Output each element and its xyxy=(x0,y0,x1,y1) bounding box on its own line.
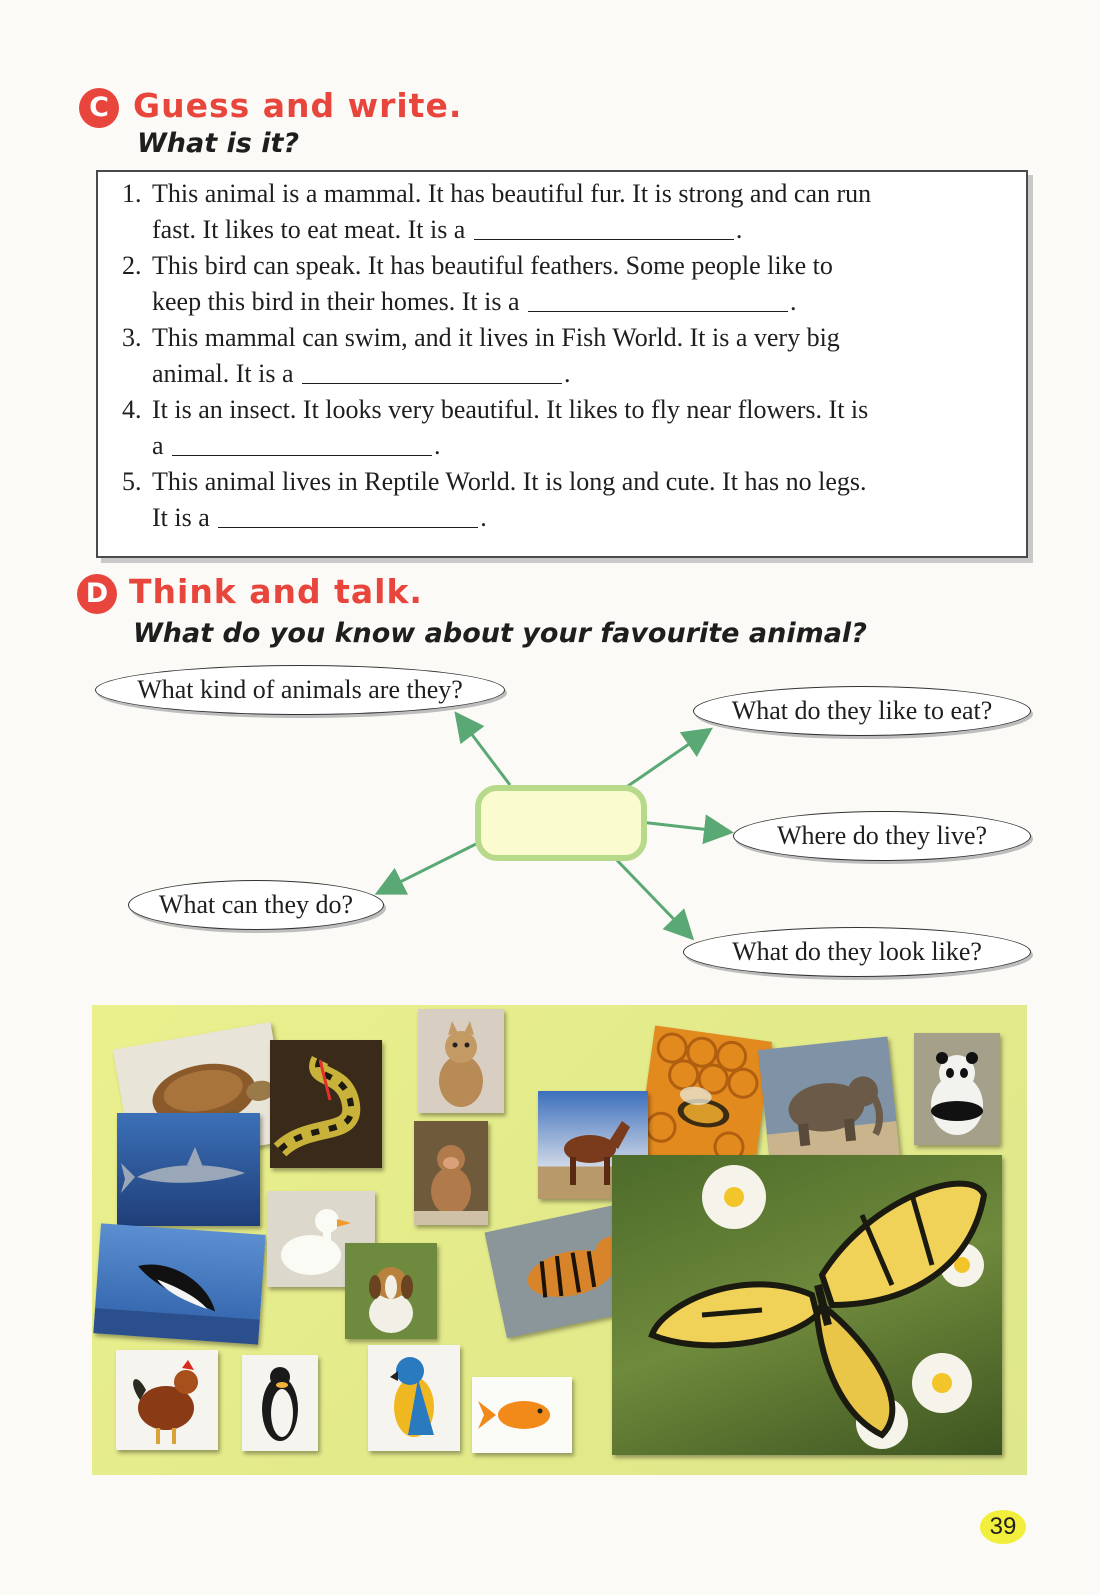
question-text: This mammal can swim, and it lives in Fish World. It is a very big xyxy=(152,323,840,352)
question-text-cont: It is a . xyxy=(152,503,487,532)
arrow-to-live xyxy=(640,822,728,832)
panda-photo xyxy=(914,1033,1000,1145)
question-number: 5. xyxy=(122,467,142,496)
question-number: 4. xyxy=(122,395,142,424)
arrow-to-can xyxy=(380,842,480,892)
answer-blank[interactable] xyxy=(218,503,478,528)
parrot-photo xyxy=(368,1345,460,1451)
dog-photo xyxy=(345,1243,437,1339)
rooster-photo xyxy=(116,1350,218,1450)
shark-photo xyxy=(117,1113,260,1226)
question-number: 1. xyxy=(122,179,142,208)
answer-blank[interactable] xyxy=(474,215,734,240)
question-number: 2. xyxy=(122,251,142,280)
section-d-subtitle: What do you know about your favourite animal? xyxy=(133,618,867,649)
butterfly-photo xyxy=(612,1155,1002,1455)
penguin-photo xyxy=(242,1355,318,1451)
bubble-abilities: What can they do? xyxy=(128,880,384,930)
section-d-title: Think and talk. xyxy=(129,572,423,611)
page-number: 39 xyxy=(980,1510,1026,1544)
favourite-animal-box[interactable] xyxy=(475,785,647,861)
section-c-subtitle: What is it? xyxy=(137,128,300,159)
answer-blank[interactable] xyxy=(172,431,432,456)
animal-photo-collage xyxy=(92,1005,1027,1475)
question-text-cont: animal. It is a . xyxy=(152,359,571,388)
section-d-badge: D xyxy=(77,574,117,614)
snake-photo xyxy=(270,1040,382,1168)
monkey-photo xyxy=(414,1121,488,1225)
elephant-photo xyxy=(758,1037,900,1170)
question-box xyxy=(96,170,1028,558)
question-text: This bird can speak. It has beautiful feathers. Some people like to xyxy=(152,251,833,280)
arrow-to-eat xyxy=(625,731,708,788)
question-number: 3. xyxy=(122,323,142,352)
goldfish-photo xyxy=(472,1377,572,1453)
arrow-to-look xyxy=(612,855,690,936)
question-text: This animal lives in Reptile World. It is long and cute. It has no legs. xyxy=(152,467,867,496)
section-c-title: Guess and write. xyxy=(133,86,463,125)
cat-photo xyxy=(418,1009,504,1113)
answer-blank[interactable] xyxy=(528,287,788,312)
killer-whale-photo xyxy=(93,1223,265,1344)
answer-blank[interactable] xyxy=(302,359,562,384)
bubble-animal-kind: What kind of animals are they? xyxy=(95,665,505,715)
bubble-favourite-food: What do they like to eat? xyxy=(693,686,1031,736)
question-text: This animal is a mammal. It has beautiful fur. It is strong and can run xyxy=(152,179,872,208)
question-text: It is an insect. It looks very beautiful. It likes to fly near flowers. It is xyxy=(152,395,869,424)
bubble-appearance: What do they look like? xyxy=(683,927,1031,977)
bubble-habitat: Where do they live? xyxy=(733,811,1031,861)
arrow-to-kind xyxy=(458,716,510,785)
question-text-cont: keep this bird in their homes. It is a . xyxy=(152,287,797,316)
section-c-badge: C xyxy=(79,88,119,128)
question-text-cont: a . xyxy=(152,431,441,460)
question-text-cont: fast. It likes to eat meat. It is a . xyxy=(152,215,743,244)
